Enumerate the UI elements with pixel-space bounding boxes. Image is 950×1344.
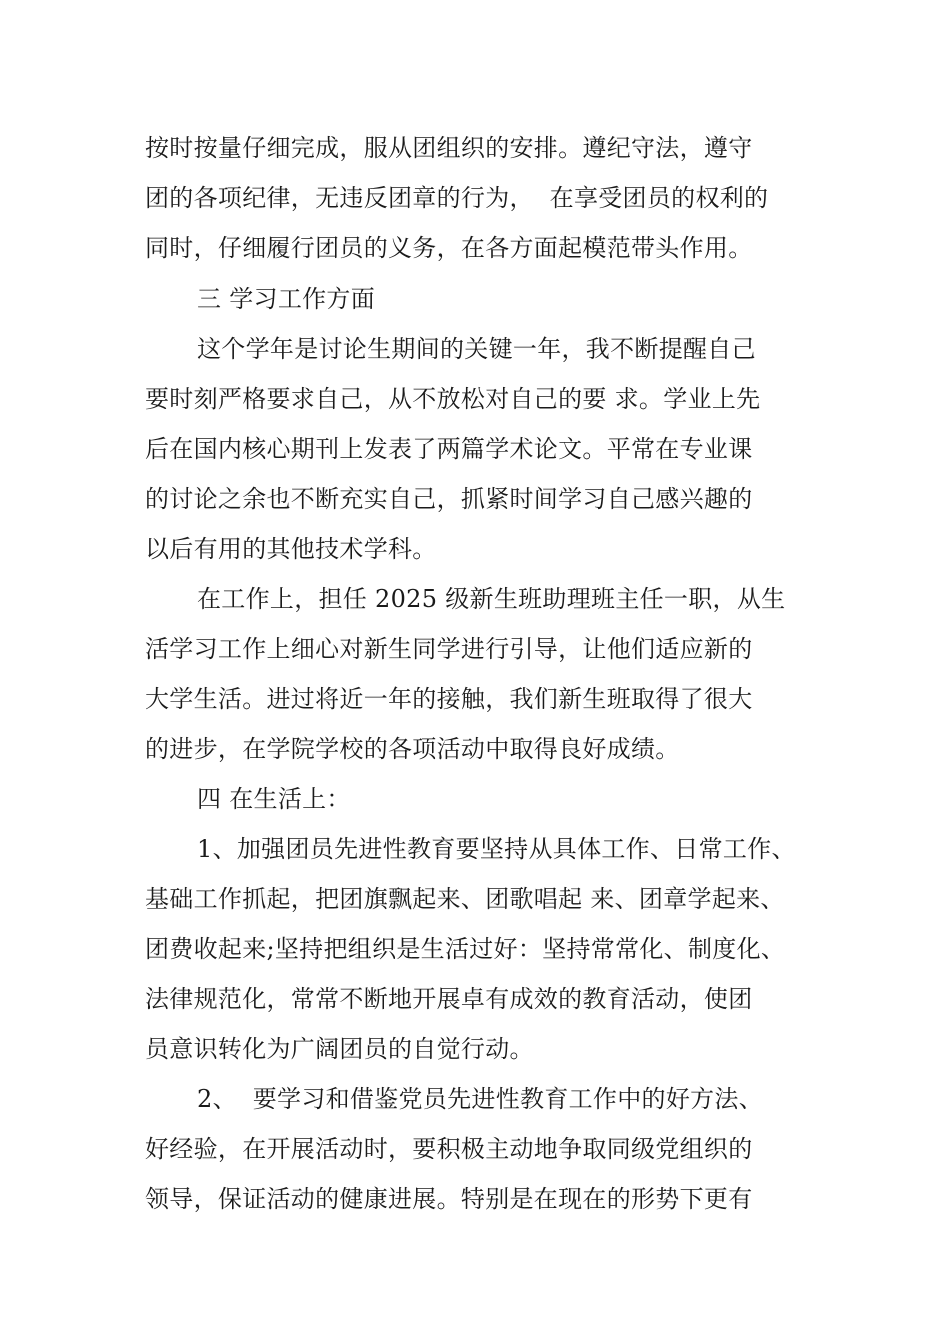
text-line: 团费收起来;坚持把组织是生活过好：坚持常常化、制度化、 xyxy=(145,935,786,963)
text-line: 活学习工作上细心对新生同学进行引导，让他们适应新的 xyxy=(145,635,753,663)
text-line: 1、加强团员先进性教育要坚持从具体工作、日常工作、 xyxy=(197,835,796,863)
text-line: 要时刻严格要求自己，从不放松对自己的要 求。学业上先 xyxy=(145,385,761,413)
text-line: 员意识转化为广阔团员的自觉行动。 xyxy=(145,1035,534,1063)
text-line: 这个学年是讨论生期间的关键一年，我不断提醒自己 xyxy=(197,335,756,363)
text-line: 同时，仔细履行团员的义务，在各方面起模范带头作用。 xyxy=(145,234,753,262)
text-line: 后在国内核心期刊上发表了两篇学术论文。平常在专业课 xyxy=(145,435,753,463)
section-heading: 四 在生活上： xyxy=(197,785,351,813)
text-line: 领导，保证活动的健康进展。特别是在现在的形势下更有 xyxy=(145,1185,753,1213)
text-line: 的讨论之余也不断充实自己，抓紧时间学习自己感兴趣的 xyxy=(145,485,753,513)
text-line: 以后有用的其他技术学科。 xyxy=(145,535,437,563)
text-line: 2、 要学习和借鉴党员先进性教育工作中的好方法、 xyxy=(197,1085,764,1113)
text-line: 按时按量仔细完成，服从团组织的安排。遵纪守法，遵守 xyxy=(145,134,753,162)
text-line: 在工作上，担任 2025 级新生班助理班主任一职，从生 xyxy=(197,585,786,613)
text-line: 法律规范化，常常不断地开展卓有成效的教育活动，使团 xyxy=(145,985,753,1013)
text-line: 团的各项纪律，无违反团章的行为， 在享受团员的权利的 xyxy=(145,184,769,212)
text-line: 大学生活。进过将近一年的接触，我们新生班取得了很大 xyxy=(145,685,753,713)
text-line: 好经验，在开展活动时，要积极主动地争取同级党组织的 xyxy=(145,1135,753,1163)
text-line: 的进步，在学院学校的各项活动中取得良好成绩。 xyxy=(145,735,680,763)
section-heading: 三 学习工作方面 xyxy=(197,285,376,313)
text-line: 基础工作抓起，把团旗飘起来、团歌唱起 来、团章学起来、 xyxy=(145,885,785,913)
